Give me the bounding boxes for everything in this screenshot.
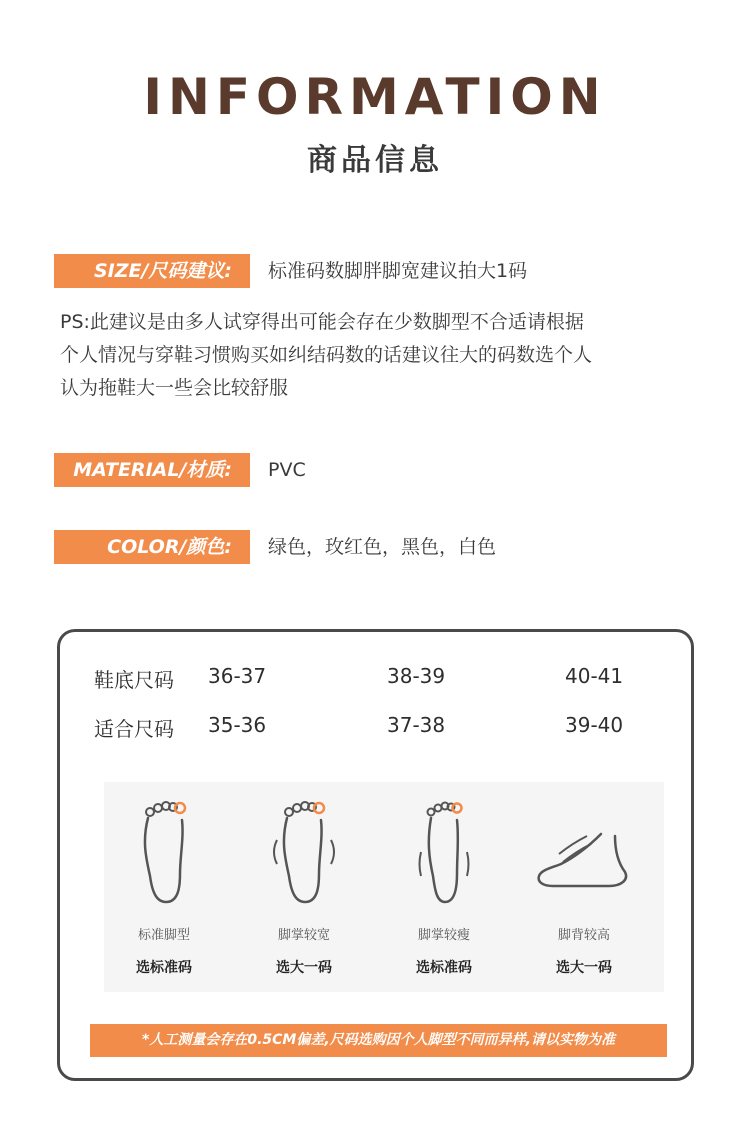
size-tag: SIZE/尺码建议: bbox=[54, 254, 250, 288]
ps-line: 认为拖鞋大一些会比较舒服 bbox=[60, 377, 289, 399]
sole-size-label: 鞋底尺码 bbox=[94, 668, 174, 692]
ps-line: PS:此建议是由多人试穿得出可能会存在少数脚型不合适请根据 bbox=[60, 311, 584, 333]
material-value: PVC bbox=[268, 459, 306, 481]
foot-type-panel bbox=[104, 782, 664, 992]
foot-type-standard bbox=[104, 782, 224, 977]
standard-foot-icon bbox=[134, 796, 194, 906]
fit-size-label: 适合尺码 bbox=[94, 717, 174, 741]
ps-note bbox=[60, 306, 700, 405]
measurement-note: *人工测量会存在0.5CM偏差,尺码选购因个人脚型不同而异样,请以实物为准 bbox=[90, 1024, 667, 1057]
color-value: 绿色，玫红色，黑色，白色 bbox=[268, 536, 497, 558]
sole-size-value: 36-37 bbox=[208, 664, 267, 688]
high-arch-foot-icon bbox=[529, 796, 639, 906]
fit-size-value: 35-36 bbox=[208, 713, 267, 737]
foot-type-high-arch bbox=[524, 782, 644, 977]
foot-type-label: 脚掌较宽 bbox=[277, 928, 330, 943]
ps-line: 个人情况与穿鞋习惯购买如纠结码数的话建议往大的码数选个人 bbox=[60, 344, 593, 366]
material-tag: MATERIAL/材质: bbox=[54, 453, 250, 487]
sole-size-value: 38-39 bbox=[387, 664, 446, 688]
foot-type-advice: 选标准码 bbox=[416, 960, 472, 976]
foot-type-wide bbox=[244, 782, 364, 977]
wide-foot-icon bbox=[269, 796, 339, 906]
foot-type-advice: 选标准码 bbox=[136, 960, 192, 976]
narrow-foot-icon bbox=[409, 796, 479, 906]
fit-size-value: 37-38 bbox=[387, 713, 446, 737]
size-value: 标准码数脚胖脚宽建议拍大1码 bbox=[268, 260, 528, 282]
sole-size-value: 40-41 bbox=[565, 664, 624, 688]
foot-type-label: 脚掌较瘦 bbox=[417, 928, 470, 943]
title-english: INFORMATION bbox=[143, 68, 607, 126]
foot-type-label: 标准脚型 bbox=[137, 928, 190, 943]
foot-type-advice: 选大一码 bbox=[556, 960, 612, 976]
color-tag: COLOR/颜色: bbox=[54, 530, 250, 564]
foot-type-narrow bbox=[384, 782, 504, 977]
title-chinese: 商品信息 bbox=[307, 143, 443, 178]
size-card bbox=[57, 629, 694, 1081]
foot-type-advice: 选大一码 bbox=[276, 960, 332, 976]
fit-size-value: 39-40 bbox=[565, 713, 624, 737]
foot-type-label: 脚背较高 bbox=[557, 928, 610, 943]
